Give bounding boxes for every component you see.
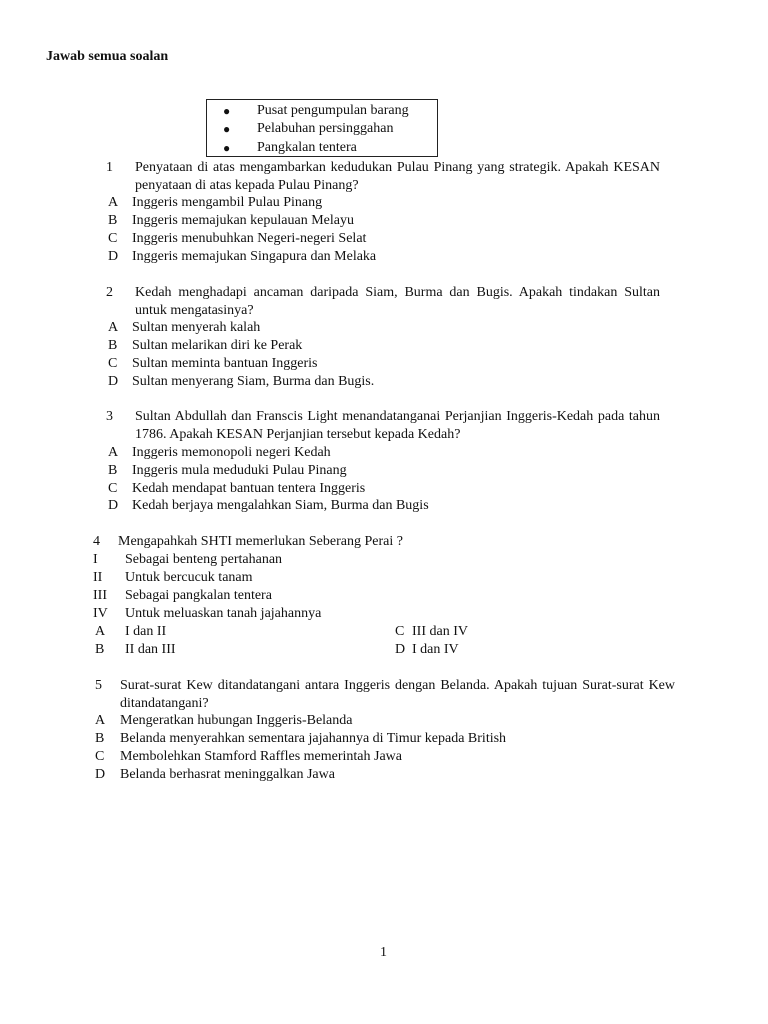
question-stem: Sultan Abdullah dan Franscis Light menandatanganai Perjanjian Inggeris-Kedah pada tahun 1786. Apakah KESAN Perjanjian tersebut kepada Kedah? [135, 409, 660, 442]
bullet-icon: ● [223, 104, 231, 118]
option-text: Sultan menyerah kalah [132, 320, 261, 335]
statement-text: Untuk bercucuk tanam [125, 570, 253, 585]
statement-roman: I [93, 552, 98, 567]
question-stem: Penyataan di atas mengambarkan kedudukan Pulau Pinang yang strategik. Apakah KESAN penyataan di atas kepada Pulau Pinang? [135, 160, 660, 193]
option-text: Sultan melarikan diri ke Perak [132, 338, 303, 353]
page-number: 1 [380, 945, 387, 960]
option-letter: D [108, 374, 119, 389]
option-letter: D [95, 767, 106, 782]
option-letter: C [95, 749, 105, 764]
option-letter: D [108, 498, 119, 513]
statement-roman: III [93, 588, 107, 603]
option-letter: B [108, 338, 118, 353]
option-text: Inggeris memonopoli negeri Kedah [132, 445, 331, 460]
page-heading: Jawab semua soalan [46, 49, 169, 64]
option-text: Sultan meminta bantuan Inggeris [132, 356, 318, 371]
statement-roman: II [93, 570, 103, 585]
option-text: Kedah berjaya mengalahkan Siam, Burma dan Bugis [132, 498, 429, 513]
option-text: Mengeratkan hubungan Inggeris-Belanda [120, 713, 353, 728]
option-letter: C [108, 231, 118, 246]
option-text: I dan II [125, 624, 167, 639]
question-number: 1 [106, 160, 113, 175]
question-stem: Mengapahkah SHTI memerlukan Seberang Perai ? [118, 534, 403, 549]
option-letter: B [95, 642, 105, 657]
question-stem: Surat-surat Kew ditandatangani antara Inggeris dengan Belanda. Apakah tujuan Surat-surat Kew ditandatangani? [120, 678, 675, 711]
option-text: Inggeris mengambil Pulau Pinang [132, 195, 323, 210]
option-letter: C [108, 356, 118, 371]
option-letter: A [108, 320, 119, 335]
question-stem: Kedah menghadapi ancaman daripada Siam, Burma dan Bugis. Apakah tindakan Sultan untuk mengatasinya? [135, 285, 660, 318]
option-letter: C [395, 624, 405, 639]
option-text: Inggeris memajukan Singapura dan Melaka [132, 249, 377, 264]
bullet-icon: ● [223, 122, 231, 136]
option-letter: C [108, 481, 118, 496]
statement-text: Untuk meluaskan tanah jajahannya [125, 606, 322, 621]
option-letter: A [95, 713, 106, 728]
option-text: II dan III [125, 642, 176, 657]
option-letter: D [108, 249, 119, 264]
info-box: ● Pusat pengumpulan barang ● Pelabuhan persinggahan ● Pangkalan tentera [206, 99, 438, 157]
option-text: Kedah mendapat bantuan tentera Inggeris [132, 481, 366, 496]
statement-text: Sebagai benteng pertahanan [125, 552, 283, 567]
question-number: 3 [106, 409, 113, 424]
bullet-icon: ● [223, 141, 231, 155]
option-text: Membolehkan Stamford Raffles memerintah Jawa [120, 749, 402, 764]
option-letter: A [95, 624, 106, 639]
option-text: Belanda berhasrat meninggalkan Jawa [120, 767, 335, 782]
option-letter: B [95, 731, 105, 746]
option-text: Inggeris memajukan kepulauan Melayu [132, 213, 354, 228]
statement-text: Sebagai pangkalan tentera [125, 588, 272, 603]
option-letter: A [108, 445, 119, 460]
option-text: Inggeris menubuhkan Negeri-negeri Selat [132, 231, 367, 246]
option-text: III dan IV [412, 624, 468, 639]
statement-roman: IV [93, 606, 108, 621]
question-number: 2 [106, 285, 113, 300]
question-number: 4 [93, 534, 100, 549]
option-text: Inggeris mula meduduki Pulau Pinang [132, 463, 347, 478]
option-letter: B [108, 213, 118, 228]
option-text: I dan IV [412, 642, 459, 657]
option-letter: B [108, 463, 118, 478]
option-letter: A [108, 195, 119, 210]
option-text: Sultan menyerang Siam, Burma dan Bugis. [132, 374, 375, 389]
question-number: 5 [95, 678, 102, 693]
option-letter: D [395, 642, 406, 657]
option-text: Belanda menyerahkan sementara jajahannya di Timur kepada British [120, 731, 507, 746]
